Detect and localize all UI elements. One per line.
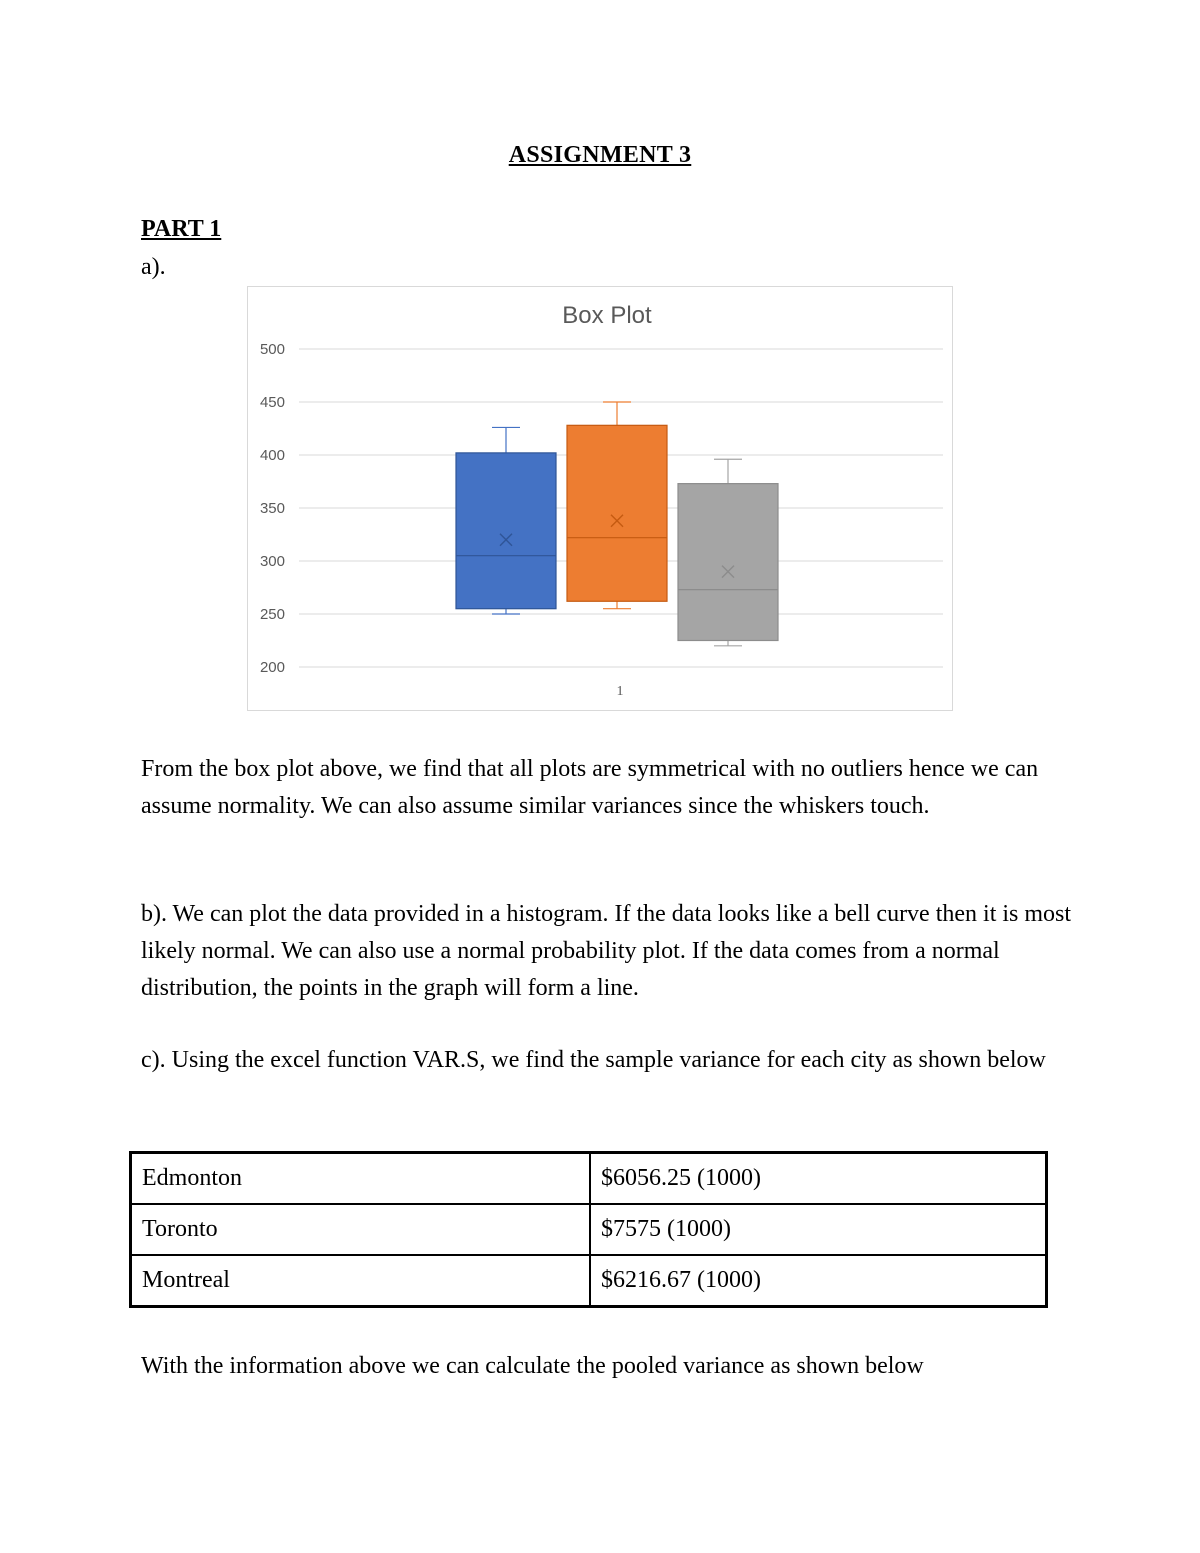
- paragraph-a: From the box plot above, we find that all plots are symmetrical with no outliers hence we can assume normality. We can also assume similar variances since the whiskers touch.: [141, 756, 1039, 819]
- city-cell: Montreal: [131, 1255, 591, 1307]
- box-toronto: [567, 402, 667, 609]
- x-tick-label: 1: [616, 684, 624, 699]
- box-plot-svg: [248, 287, 954, 712]
- paragraph-c: c). Using the excel function VAR.S, we find the sample variance for each city as shown below: [141, 1047, 1046, 1073]
- variance-cell: $6216.67 (1000): [590, 1255, 1047, 1307]
- table-row: [131, 1204, 1047, 1255]
- iqr-box: [678, 484, 778, 641]
- iqr-box: [456, 453, 556, 609]
- y-tick-label: 450: [259, 394, 285, 411]
- chart-title: Box Plot: [562, 302, 652, 329]
- variance-cell: $6056.25 (1000): [590, 1153, 1047, 1205]
- y-tick-label: 200: [259, 659, 285, 676]
- table-row: [131, 1153, 1047, 1205]
- iqr-box: [567, 425, 667, 601]
- box-edmonton: [456, 427, 556, 614]
- y-tick-label: 400: [259, 447, 285, 464]
- part-heading: PART 1: [141, 216, 222, 242]
- box-plot-chart: [247, 286, 953, 711]
- city-cell: Toronto: [131, 1204, 591, 1255]
- paragraph-d: With the information above we can calculate the pooled variance as shown below: [141, 1353, 924, 1379]
- y-tick-label: 300: [259, 553, 285, 570]
- y-tick-label: 250: [259, 606, 285, 623]
- city-cell: Edmonton: [131, 1153, 591, 1205]
- box-montreal: [678, 459, 778, 646]
- variance-table: [129, 1151, 1048, 1308]
- y-tick-label: 500: [259, 341, 285, 358]
- table-row: [131, 1255, 1047, 1307]
- assignment-title: ASSIGNMENT 3: [508, 142, 692, 168]
- variance-cell: $7575 (1000): [590, 1204, 1047, 1255]
- section-a-label: a).: [141, 254, 166, 280]
- paragraph-b: b). We can plot the data provided in a histogram. If the data looks like a bell curve then it is most likely normal. We can also use a normal probability plot. If the data comes from a normal distribution, the points in the graph will form a line.: [141, 901, 1072, 1001]
- y-tick-label: 350: [259, 500, 285, 517]
